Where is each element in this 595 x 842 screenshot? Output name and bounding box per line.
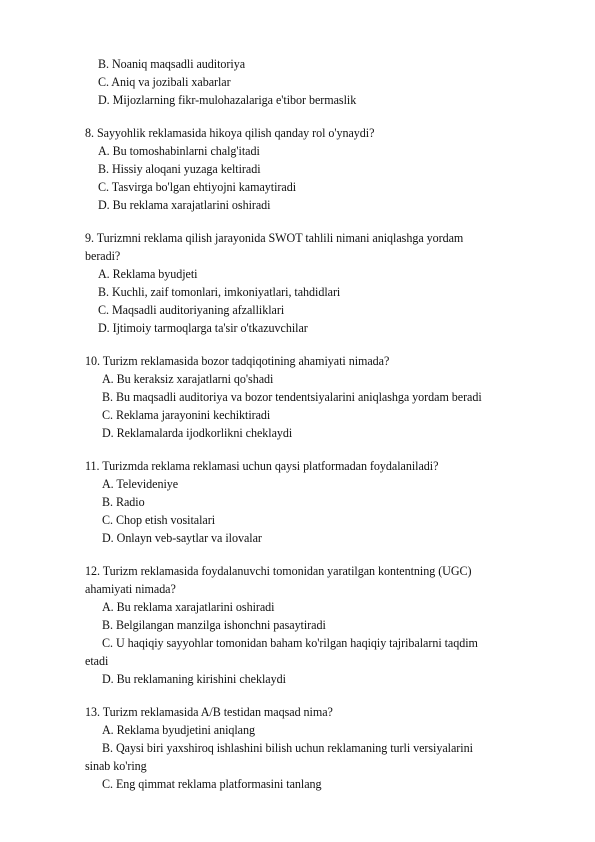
option-text: B. Bu maqsadli auditoriya va bozor tendentsiyalarini aniqlashga yordam beradi bbox=[102, 390, 482, 404]
option-text: B. Belgilangan manzilga ishonchni pasaytiradi bbox=[102, 618, 326, 632]
question-text: 12. Turizm reklamasida foydalanuvchi tomonidan yaratilgan kontentning (UGC) bbox=[85, 564, 472, 578]
question-text: 11. Turizmda reklama reklamasi uchun qaysi platformadan foydalaniladi? bbox=[85, 459, 439, 473]
option-text: B. Kuchli, zaif tomonlari, imkoniyatlari, tahdidlari bbox=[98, 285, 341, 299]
option-text: B. Qaysi biri yaxshiroq ishlashini bilish uchun reklamaning turli versiyalarini bbox=[102, 741, 473, 755]
option-text: D. Bu reklamaning kirishini cheklaydi bbox=[102, 672, 286, 686]
question-text: 10. Turizm reklamasida bozor tadqiqotining ahamiyati nimada? bbox=[85, 354, 390, 368]
question-text: 8. Sayyohlik reklamasida hikoya qilish qanday rol o'ynaydi? bbox=[85, 126, 375, 140]
option-text: A. Bu reklama xarajatlarini oshiradi bbox=[102, 600, 275, 614]
question-text: 9. Turizmni reklama qilish jarayonida SWOT tahlili nimani aniqlashga yordam bbox=[85, 231, 464, 245]
option-text: C. U haqiqiy sayyohlar tomonidan baham ko'rilgan haqiqiy tajribalarni taqdim bbox=[102, 636, 478, 650]
option-text: B. Radio bbox=[102, 495, 145, 509]
question-text: beradi? bbox=[85, 249, 121, 263]
option-text: D. Mijozlarning fikr-mulohazalariga e'tibor bermaslik bbox=[98, 93, 357, 107]
option-text: D. Reklamalarda ijodkorlikni cheklaydi bbox=[102, 426, 293, 440]
option-text: A. Reklama byudjeti bbox=[98, 267, 198, 281]
option-text: A. Bu tomoshabinlarni chalg'itadi bbox=[98, 144, 260, 158]
option-text: B. Noaniq maqsadli auditoriya bbox=[98, 57, 246, 71]
option-text: A. Bu keraksiz xarajatlarni qo'shadi bbox=[102, 372, 274, 386]
option-text: D. Onlayn veb-saytlar va ilovalar bbox=[102, 531, 262, 545]
option-text: C. Tasvirga bo'lgan ehtiyojni kamaytiradi bbox=[98, 180, 297, 194]
option-text: D. Bu reklama xarajatlarini oshiradi bbox=[98, 198, 271, 212]
option-text: A. Reklama byudjetini aniqlang bbox=[102, 723, 255, 737]
option-text: C. Eng qimmat reklama platformasini tanlang bbox=[102, 777, 322, 791]
option-text: A. Televideniye bbox=[102, 477, 179, 491]
question-text: 13. Turizm reklamasida A/B testidan maqsad nima? bbox=[85, 705, 333, 719]
option-text: B. Hissiy aloqani yuzaga keltiradi bbox=[98, 162, 261, 176]
option-text: C. Chop etish vositalari bbox=[102, 513, 216, 527]
option-text: C. Aniq va jozibali xabarlar bbox=[98, 75, 231, 89]
option-text: etadi bbox=[85, 654, 109, 668]
option-text: C. Maqsadli auditoriyaning afzalliklari bbox=[98, 303, 285, 317]
option-text: D. Ijtimoiy tarmoqlarga ta'sir o'tkazuvchilar bbox=[98, 321, 308, 335]
question-text: ahamiyati nimada? bbox=[85, 582, 176, 596]
option-text: C. Reklama jarayonini kechiktiradi bbox=[102, 408, 271, 422]
option-text: sinab ko'ring bbox=[85, 759, 147, 773]
